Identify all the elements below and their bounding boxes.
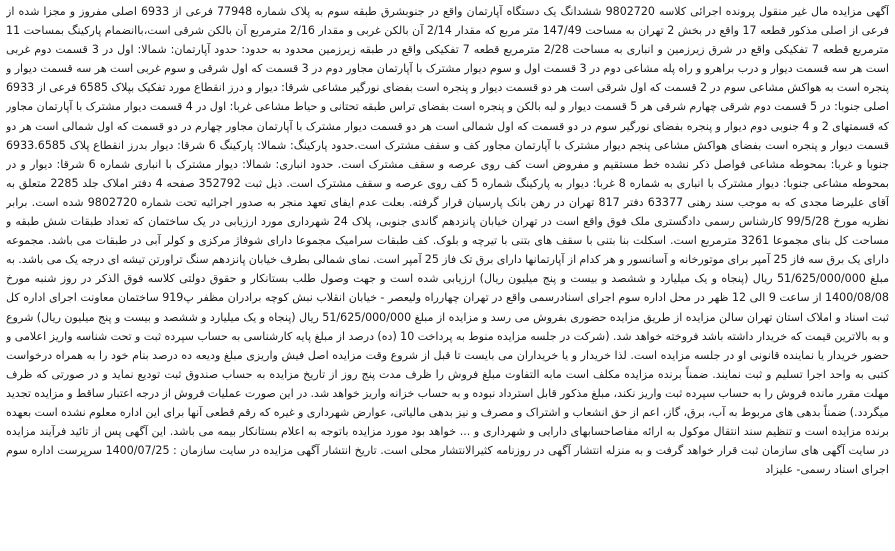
auction-notice xyxy=(6,2,889,549)
notice-body-text: آگهی مزایده مال غیر منقول پرونده اجرائی کلاسه 9802720 ششدانگ یک دستگاه آپارتمان واقع در جنوبشرق طبقه سوم به پلاک شماره 77948 فرعی از 6933 اصلی مفروز و مجزا شده از فرعی از اصلی مذکور قطعه 17 واقع در بخش 2 تهران به مساحت 147/49 متر مربع که مقدار 2/14 آن بالکن غربی و مقدار 2/16 مترمربع آن بالکن شرقی است،باانضمام پارکینگ بمساحت 11 مترمربع قطعه 7 تفکیکی واقع در شرق زیرزمین و انباری به مساحت 2/28 مترمربع قطعه 7 تفکیکی واقع در طبقه زیرزمین محدود به حدود: حدود آپارتمان: شمالا: اول در 3 قسمت دوم غربی است هر سه قسمت دیوار و درب براهرو و راه پله مشاعی دوم در 3 قسمت اول و سوم دیوار مشترک با آپارتمان مجاور دوم در 3 قسمت که اول شرقی و سوم غربی است هر سه قسمت دیوار و پنجره است به هواکش مشاعی سوم در 2 قسمت که اول شرقی است هر دو قسمت دیوار و پنجره است بفضای نورگیر مشاعی شرقا: دیوار و درز انقطاع مورد تفکیک بپلاک 6585 فرعی از 6933 اصلی جنوبا: در 5 قسمت دوم شرقی چهارم شرقی هر 5 قسمت دیوار و لبه بالکن و پنجره است بفضای تراس طبقه تحتانی و حیاط مشاعی غربا: اول در 4 قسمت دیوار مشترک با آپارتمان مجاور که قسمتهای 2 و 4 جنوبی دوم دیوار و پنجره بفضای نورگیر سوم در دو قسمت که اول شمالی است هر دو قسمت دیوار مشترک با آپارتمان مجاور چهارم در دو قسمت که اول شمالی است هر دو قسمت دیوار و پنجره است بفضای هواکش مشاعی پنجم دیوار مشترک با آپارتمان مجاور کف و سقف مشترک است.حدود پارکینگ: شمالا: پارکینگ 6 شرقا: دیوار بدرز انقطاع پلاک 6933.6585 جنوبا و غربا: بمحوطه مشاعی فواصل ذکر نشده خط مستقیم و مفروض است کف روی عرصه و سقف مشترک است. حدود انباری: شمالا: دیوار مشترک با انباری شماره 6 شرقا: دیوار و در بمحوطه مشاعی جنوبا: دیوار مشترک با انباری به شماره 8 غربا: دیوار به پارکینگ شماره 5 کف روی عرصه و سقف مشترک است. ذیل ثبت 352792 صفحه 4 دفتر املاک جلد 2285 متعلق به آقای علیرضا مجدی که به موجب سند رهنی 63377 دفتر 817 تهران در رهن بانک پارسیان قرار گرفته. بعلت عدم ایفای تعهد منجر به صدور اجرائیه تحت شماره 9802720 شده است. برابر نظریه مورخ 99/5/28 کارشناس رسمی دادگستری ملک فوق واقع است در تهران خیابان پانزدهم گاندی جنوبی، پلاک 24 شهرداری مورد ارزیابی در یک ساختمان که تعداد طبقات شش طبقه و مساحت کل بنای مجموعا 3261 مترمربع است. اسکلت بنا بتنی با سقف های بتنی با تیرچه و بلوک. کف طبقات سرامیک مجموعا دارای شوفاژ مرکزی و کولر آبی در طبقات می باشد. مجموعه دارای یک برق سه فاز 25 آمپر برای موتورخانه و آسانسور و هر کدام از آپارتمانها دارای برق تک فاز 25 آمپر است. نمای شمالی بطرف خیابان پانزدهم سنگ تراورتن تیشه ای درجه یک می باشد. به مبلغ 51/625/000/000 ریال (پنجاه و یک میلیارد و ششصد و بیست و پنج میلیون ریال) ارزیابی شده است و جهت وصول طلب بستانکار و حقوق دولتی کلاسه فوق الذکر در روز شنبه مورخ 1400/08/08 از ساعت 9 الی 12 ظهر در محل اداره سوم اجرای اسنادرسمی واقع در تهران چهارراه ولیعصر - خیابان انقلاب نبش کوچه برادران مظفر پ919 ساختمان معاونت اجرای اداره کل ثبت اسناد و املاک استان تهران سالن مزایده از طریق مزایده حضوری بفروش می رسد و مزایده از مبلغ 51/625/000/000 ریال (پنجاه و یک میلیارد و ششصد و بیست و پنج میلیون ریال) شروع و به بالاترین قیمت که خریدار داشته باشد فروخته خواهد شد. (شرکت در جلسه مزایده منوط به پرداخت 10 (ده) درصد از مبلغ پایه کارشناسی به حساب سپرده ثبت و تحت شناسه واریز اعلامی و حضور خریدار یا نماینده قانونی او در جلسه مزایده است. لذا خریدار و یا خریداران می بایست تا قبل از شروع وقت مزایده اصل فیش واریزی مبلغ ودیعه ده درصد بنام خود را به همراه درخواست کتبی به واحد اجرا تسلیم و ثبت نمایند. ضمناً برنده مزایده مکلف است مابه التفاوت مبلغ فروش را ظرف مدت پنج روز از تاریخ مزایده به حساب صندوق ثبت تودیع نماید و در صورتی که ظرف مهلت مقرر مانده فروش را به حساب سپرده ثبت واریز نکند، مبلغ مذکور قابل استرداد نبوده و به حساب خزانه واریز خواهد شد. در این صورت عملیات فروش از درجه اعتبار ساقط و مزایده تجدید میگردد.) ضمناً بدهی های مربوط به آب، برق، گاز، اعم از حق انشعاب و اشتراک و مصرف و نیز بدهی مالیاتی، عوارض شهرداری و غیره که رقم قطعی آنها برای این اداره معلوم نشده است بعهده برنده مزایده است و تنظیم سند انتقال موکول به ارائه مفاصاحسابهای دارایی و شهرداری و ... خواهد بود مورد مزایده باتوجه به اعلام بستانکار بیمه می باشد. این آگهی پس از تائید فرآیند مزایده در سایت آگهی های سازمان ثبت قرار خواهد گرفت و به منزله انتشار آگهی در روزنامه کثیرالانتشار محلی است. تاریخ انتشار آگهی مزایده در سایت سازمان : 1400/07/25 سرپرست اداره سوم اجرای اسناد رسمی- علیزاد xyxy=(6,5,889,477)
